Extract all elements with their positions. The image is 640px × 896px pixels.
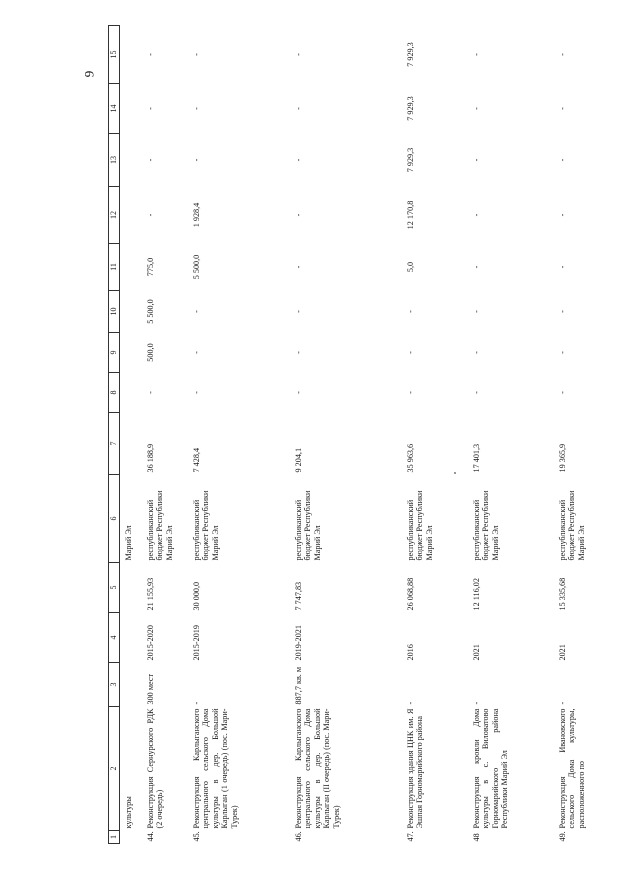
scan-artifact xyxy=(454,472,456,474)
col-header: 8 xyxy=(109,373,120,413)
cell-col-7: 36 188,9 xyxy=(145,443,155,473)
cell-col-14: - xyxy=(145,107,155,110)
cell-col-5: 7 747,83 xyxy=(293,581,303,611)
cell-col-2: Реконструкция Ивановского сельского Дома культуры, расположенного по xyxy=(557,708,586,829)
cell-col-9: - xyxy=(471,351,481,354)
cell-col-11: 5,0 xyxy=(405,261,415,273)
cell-col-9: - xyxy=(557,351,567,354)
cell-col-6: республиканский бюджет Республики Марий Эл xyxy=(557,490,586,561)
table-row xyxy=(290,26,402,844)
cell-col-15: 7 929,3 xyxy=(405,42,415,67)
cell-col-11: - xyxy=(557,265,567,269)
cell-col-7: 35 963,6 xyxy=(405,443,415,473)
cell-col-14: 7 929,3 xyxy=(405,96,415,121)
cell-col-7: 19 365,9 xyxy=(557,443,567,473)
cell-col-6: республиканский бюджет Республики Марий Эл xyxy=(471,490,500,561)
col-header: 12 xyxy=(109,187,120,244)
cell-col-9: - xyxy=(293,351,303,354)
table-body xyxy=(142,26,610,844)
cell-col-14: - xyxy=(557,107,567,110)
cell-col-1: 49. xyxy=(557,831,567,842)
rotated-table-container xyxy=(108,42,586,844)
cell-col-1: 45. xyxy=(191,831,201,842)
carry-over-text: культуры xyxy=(124,796,133,829)
col-header: 13 xyxy=(109,134,120,187)
cell-col-5: 30 000,0 xyxy=(191,581,201,611)
table-row xyxy=(554,26,610,844)
cell-col-3: 887,7 кв. м xyxy=(293,666,303,705)
cell-col-11: - xyxy=(471,265,481,269)
cell-col-13: - xyxy=(191,158,201,162)
cell-col-8: - xyxy=(405,391,415,394)
cell-col-2: Реконструкция кровли Дома культуры в с. Виловатово Горномарийского района Республики Марий Эл xyxy=(471,708,509,829)
cell-col-3: - xyxy=(191,701,201,705)
cell-col-15: - xyxy=(471,53,481,56)
cell-col-2: Реконструкция Карлыганского центрального сельского Дома культуры в дер. Большой Карлыган (1 очередь) (пос. Мари-Турек) xyxy=(191,708,239,829)
cell-col-15: - xyxy=(191,53,201,56)
cell-col-12: - xyxy=(471,213,481,217)
col-header: 2 xyxy=(109,707,120,831)
cell-col-3: - xyxy=(405,701,415,705)
table-row xyxy=(142,26,188,844)
cell-col-6: республиканский бюджет Республики Марий Эл xyxy=(293,490,322,561)
col-header: 14 xyxy=(109,84,120,134)
cell-col-9: - xyxy=(405,351,415,354)
cell-col-10: - xyxy=(405,310,415,313)
table-row xyxy=(402,26,468,844)
cell-col-11: - xyxy=(293,265,303,269)
cell-col-12: 1 928,4 xyxy=(191,202,201,228)
table-row xyxy=(188,26,290,844)
cell-col-1: 46. xyxy=(293,831,303,842)
cell-col-13: - xyxy=(145,158,155,162)
cell-col-12: - xyxy=(557,213,567,217)
cell-col-8: - xyxy=(145,391,155,394)
cell-col-2: Реконструкция здания ЦНК им. Я Эшпая Горномарийского района xyxy=(405,708,424,829)
cell-col-10: 5 500,0 xyxy=(145,299,155,324)
col-header: 9 xyxy=(109,333,120,373)
cell-col-11: 5 500,0 xyxy=(191,254,201,280)
cell-col-4: 2015-2019 xyxy=(191,625,201,661)
col-header: 4 xyxy=(109,613,120,663)
cell-col-7: 17 401,3 xyxy=(471,443,481,473)
column-number-row xyxy=(109,26,120,844)
cell-col-7: 7 428,4 xyxy=(191,447,201,473)
cell-col-13: - xyxy=(293,158,303,162)
cell-col-14: - xyxy=(191,107,201,110)
carry-over-row xyxy=(120,26,142,844)
cell-col-3: - xyxy=(557,701,567,705)
cell-col-8: - xyxy=(191,391,201,394)
cell-col-14: - xyxy=(471,107,481,110)
cell-col-9: - xyxy=(191,351,201,354)
cell-col-13: 7 929,3 xyxy=(405,147,415,173)
col-header: 7 xyxy=(109,413,120,475)
cell-col-12: - xyxy=(145,213,155,217)
cell-col-4: 2015-2020 xyxy=(145,625,155,661)
cell-col-12: 12 170,8 xyxy=(405,200,415,230)
cell-col-3: - xyxy=(471,701,481,705)
carry-over-source: Марий Эл xyxy=(124,525,133,561)
page-number: 9 xyxy=(81,70,97,78)
cell-col-5: 21 155,93 xyxy=(145,577,155,611)
cell-col-4: 2021 xyxy=(471,644,481,661)
cell-col-8: - xyxy=(557,391,567,394)
budget-table xyxy=(108,25,610,844)
cell-col-11: 775,0 xyxy=(145,257,155,277)
cell-col-10: - xyxy=(471,310,481,313)
table-row xyxy=(468,26,554,844)
cell-col-5: 15 335,68 xyxy=(557,577,567,611)
cell-col-15: - xyxy=(557,53,567,56)
cell-col-12: - xyxy=(293,213,303,217)
cell-col-5: 26 068,88 xyxy=(405,577,415,611)
cell-col-2: Реконструкция Карлыганского центрального сельского Дома культуры в дер. Большой Карлыган (II очередь) (пос. Мари-Турек) xyxy=(293,708,341,829)
col-header: 5 xyxy=(109,563,120,613)
cell-col-1: 44. xyxy=(145,831,155,842)
cell-col-9: 500,0 xyxy=(145,343,155,362)
cell-col-6: республиканский бюджет Республики Марий Эл xyxy=(191,490,220,561)
cell-col-15: - xyxy=(145,53,155,56)
cell-col-5: 12 116,02 xyxy=(471,578,481,611)
col-header: 10 xyxy=(109,291,120,333)
cell-col-4: 2019-2021 xyxy=(293,625,303,661)
cell-col-2: Реконструкция Сернурского РДК (2 очередь) xyxy=(145,708,164,829)
cell-col-7: 9 204,1 xyxy=(293,447,303,473)
cell-col-1: 48 xyxy=(471,833,481,842)
col-header: 3 xyxy=(109,663,120,707)
col-header: 11 xyxy=(109,244,120,291)
cell-col-10: - xyxy=(293,310,303,313)
cell-col-13: - xyxy=(557,158,567,162)
cell-col-13: - xyxy=(471,158,481,162)
col-header: 15 xyxy=(109,26,120,84)
cell-col-14: - xyxy=(293,107,303,110)
cell-col-10: - xyxy=(191,310,201,313)
cell-col-6: республиканский бюджет Республики Марий Эл xyxy=(145,490,174,561)
cell-col-4: 2021 xyxy=(557,644,567,661)
cell-col-4: 2016 xyxy=(405,644,415,661)
cell-col-15: - xyxy=(293,53,303,56)
cell-col-8: - xyxy=(293,391,303,394)
col-header: 1 xyxy=(109,831,120,844)
cell-col-6: республиканский бюджет Республики Марий Эл xyxy=(405,490,434,561)
col-header: 6 xyxy=(109,475,120,563)
cell-col-10: - xyxy=(557,310,567,313)
cell-col-3: 300 мест xyxy=(145,673,155,705)
cell-col-1: 47. xyxy=(405,831,415,842)
cell-col-8: - xyxy=(471,391,481,394)
